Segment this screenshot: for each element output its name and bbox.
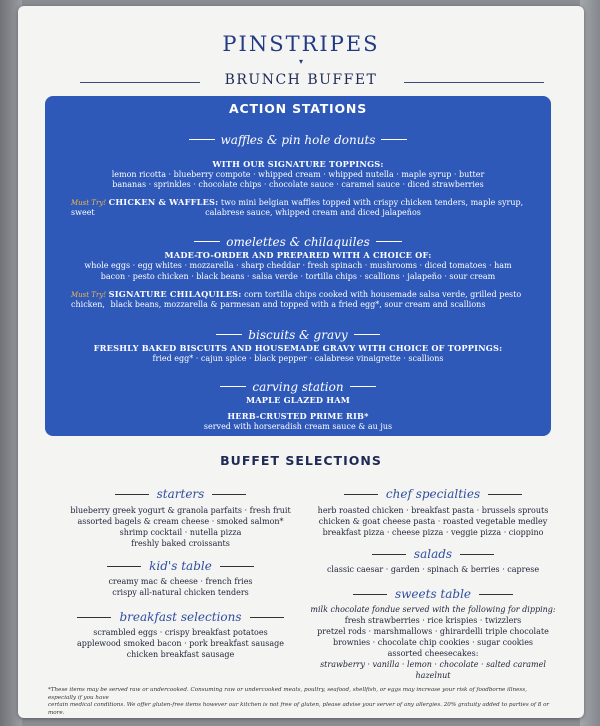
waffles-toppings-line1: lemon ricotta · blueberry compote · whipped cream · whipped nutella · maple syrup · butter [111, 170, 485, 179]
biscuits-heading: biscuits & gravy [248, 328, 348, 342]
menu-subtitle: BRUNCH BUFFET [224, 72, 378, 88]
menu-card [18, 6, 584, 718]
dash-left [194, 241, 220, 242]
breakfast-line3: chicken breakfast sausage [126, 650, 235, 659]
omelettes-heading-row [45, 231, 551, 250]
waffles-heading: waffles & pin hole donuts [220, 133, 376, 147]
starters-line4: freshly baked croissants [131, 539, 230, 548]
action-stations-panel [45, 96, 551, 436]
dash-left [353, 594, 387, 595]
brand-logo: PINSTRIPES [222, 32, 380, 56]
dash-right [354, 334, 380, 335]
chicken-waffles-name: CHICKEN & WAFFLES: [108, 197, 219, 207]
waffles-heading-row [45, 129, 551, 148]
chef-section [303, 487, 563, 538]
sweets-section [303, 587, 563, 681]
chef-line1: herb roasted chicken · breakfast pasta · brussels sprouts [317, 506, 549, 515]
waffles-toppings-line2: bananas · sprinkles · chocolate chips · chocolate sauce · caramel sauce · diced strawberries [112, 180, 484, 189]
omelettes-choice-line2: bacon · pesto chicken · black beans · salsa verde · tortilla chips · scallions · jalapeño · sour cream [100, 272, 496, 281]
kids-heading: kid's table [149, 559, 212, 573]
dash-right [479, 594, 513, 595]
sweets-line2: pretzel rods · marshmallows · ghirardelli triple chocolate [317, 627, 549, 636]
starters-heading-row [58, 487, 303, 501]
dash-right [220, 566, 254, 567]
dash-right [376, 241, 402, 242]
footnote-line1: *These items may be served raw or undercooked. Consuming raw or undercooked meats, poultry, seafood, shellfish, or eggs may increase your risk of foodborne illness, especially if you have [48, 687, 527, 701]
starters-line2: assorted bagels & cream cheese · smoked salmon* [77, 517, 284, 526]
brand-pin-icon: ▾ [298, 57, 303, 66]
dash-left [216, 334, 242, 335]
chicken-waffles-desc1: two mini belgian waffles topped with crispy chicken tenders, maple syrup, sweet [71, 198, 524, 217]
buffet-selections-title: BUFFET SELECTIONS [220, 453, 382, 468]
starters-line3: shrimp cocktail · nutella pizza [119, 528, 242, 537]
sweets-line3: brownies · chocolate chip cookies · sugar cookies [332, 638, 534, 647]
chilaquiles-desc1: corn tortilla chips cooked with housemade salsa verde, grilled pesto chicken, [71, 290, 522, 309]
dash-left [77, 617, 111, 618]
chef-line2: chicken & goat cheese pasta · roasted vegetable medley [318, 517, 548, 526]
kids-heading-row [58, 559, 303, 573]
starters-line1: blueberry greek yogurt & granola parfaits · fresh fruit [70, 506, 291, 515]
sweets-line1: fresh strawberries · rice krispies · twizzlers [344, 616, 522, 625]
dash-left [115, 494, 149, 495]
dash-right [488, 494, 522, 495]
carving-heading: carving station [252, 380, 344, 394]
omelettes-heading: omelettes & chilaquiles [226, 235, 370, 249]
carving-item-ham: MAPLE GLAZED HAM [245, 395, 351, 405]
chicken-waffles-desc2: calabrese sauce, whipped cream and diced jalapeños [205, 208, 421, 217]
dash-right [460, 554, 494, 555]
biscuits-label: FRESHLY BAKED BISCUITS AND HOUSEMADE GRAVY WITH CHOICE OF TOPPINGS: [93, 343, 503, 353]
salads-line1: classic caesar · garden · spinach & berries · caprese [326, 565, 540, 574]
footnote [48, 687, 554, 717]
dash-right [250, 617, 284, 618]
salads-heading: salads [413, 547, 453, 561]
starters-section [58, 487, 303, 549]
breakfast-heading-row [58, 610, 303, 624]
starters-heading: starters [156, 487, 205, 501]
dash-right [350, 386, 376, 387]
kids-line2: crispy all-natural chicken tenders [112, 588, 249, 597]
breakfast-line1: scrambled eggs · crispy breakfast potatoes [93, 628, 268, 637]
omelettes-made-label: MADE-TO-ORDER AND PREPARED WITH A CHOICE OF: [164, 250, 432, 260]
action-stations-title: ACTION STATIONS [229, 101, 367, 116]
carving-prime-rib-desc: served with horseradish cream sauce & au jus [203, 422, 393, 431]
dash-left [220, 386, 246, 387]
carving-item-prime-rib: HERB-CRUSTED PRIME RIB* [227, 411, 369, 421]
salads-section [303, 547, 563, 575]
sweets-line4: assorted cheesecakes: [387, 649, 479, 658]
dash-left [107, 566, 141, 567]
sweets-heading-row [303, 587, 563, 601]
waffles-toppings-label: WITH OUR SIGNATURE TOPPINGS: [212, 159, 384, 169]
breakfast-heading: breakfast selections [119, 610, 242, 624]
divider-right [404, 82, 544, 83]
dash-right [381, 139, 407, 140]
omelettes-choice-line1: whole eggs · egg whites · mozzarella · sharp cheddar · fresh spinach · mushrooms · diced tomatoes · ham [84, 261, 512, 270]
carving-heading-row [45, 376, 551, 395]
chef-heading-row [303, 487, 563, 501]
sweets-heading: sweets table [394, 587, 472, 601]
must-try-badge: Must Try! [71, 291, 107, 299]
dash-right [212, 494, 246, 495]
dash-left [344, 494, 378, 495]
salads-heading-row [303, 547, 563, 561]
chef-heading: chef specialties [385, 487, 481, 501]
must-try-badge: Must Try! [71, 199, 107, 207]
kids-section [58, 559, 303, 598]
kids-line1: creamy mac & cheese · french fries [108, 577, 253, 586]
chef-line3: breakfast pizza · cheese pizza · veggie pizza · cioppino [322, 528, 544, 537]
sweets-flavors: strawberry · vanilla · lemon · chocolate · salted caramel hazelnut [320, 660, 546, 680]
breakfast-section [58, 610, 303, 660]
chilaquiles-desc2: black beans, mozzarella & parmesan and topped with a fried egg*, sour cream and scallions [110, 300, 486, 309]
dash-left [372, 554, 406, 555]
biscuits-heading-row [45, 324, 551, 343]
footnote-line2: certain medical conditions. We offer gluten-free items however our kitchen is not free of gluten, please advise your server of any allergies. 20% gratuity added to parties of 8 or more. [48, 702, 550, 716]
dash-left [189, 139, 215, 140]
sweets-intro: milk chocolate fondue served with the following for dipping: [310, 605, 556, 614]
chilaquiles-name: SIGNATURE CHILAQUILES: [108, 289, 242, 299]
biscuits-line1: fried egg* · cajun spice · black pepper · calabrese vinaigrette · scallions [152, 354, 444, 363]
breakfast-line2: applewood smoked bacon · pork breakfast sausage [77, 639, 284, 648]
